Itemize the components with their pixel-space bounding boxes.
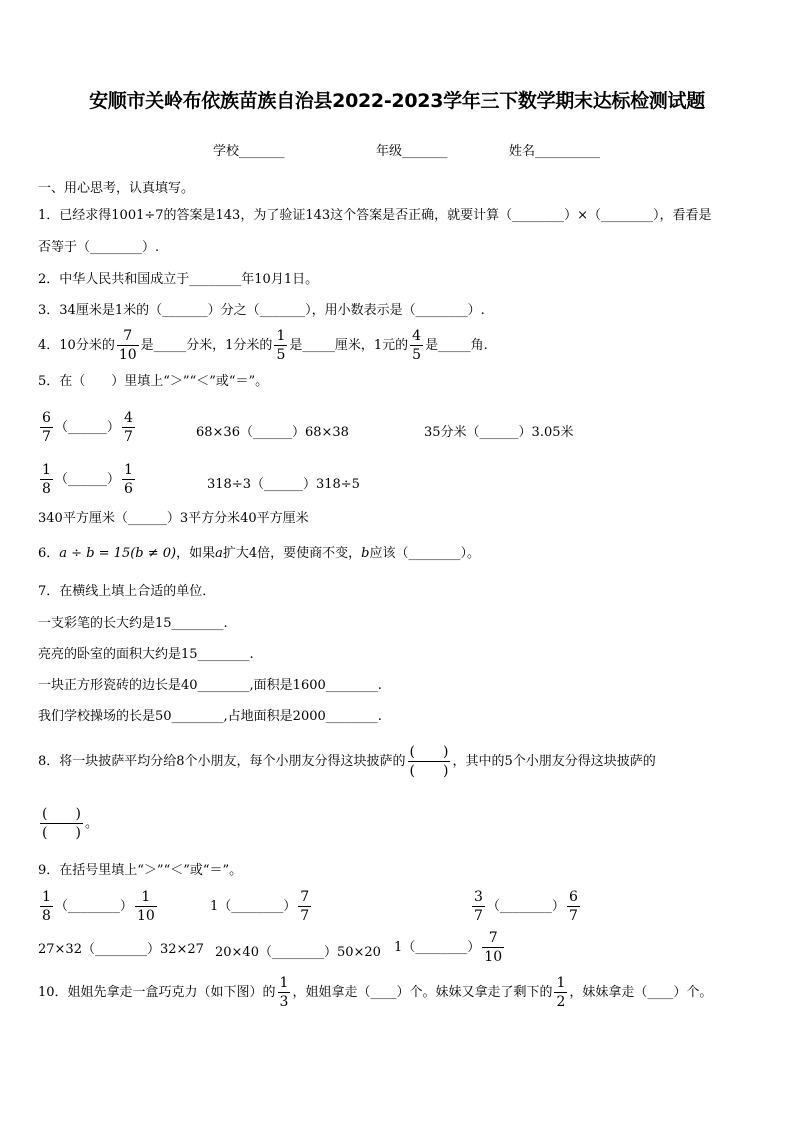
question-7-stem: 7．在横线上填上合适的单位． — [38, 584, 216, 599]
formula: a ÷ b = 15(b ≠ 0) — [59, 546, 177, 561]
blank-fraction: $\frac{( )}{( )}$ — [409, 744, 449, 779]
q9-item-f: 1（________） $\frac{7}{10}$ — [394, 930, 503, 965]
school-field: 学校_______ — [213, 144, 285, 159]
q5-item-b: 68×36（______）68×38 — [196, 425, 349, 440]
question-2: 2．中华人民共和国成立于________年10月1日。 — [38, 272, 319, 287]
question-10: 10．姐姐先拿走一盒巧克力（如下图）的 $\frac{1}{3}$ ，姐姐拿走（____）个。妹妹又拿走了剩下的 $\frac{1}{2}$ ，妹妹拿走（____）个。 — [38, 975, 713, 1010]
question-8-line-2: $\frac{( )}{( )}$ 。 — [42, 806, 98, 841]
q5-item-a: $\frac{6}{7}$ （______） $\frac{4}{7}$ — [42, 410, 133, 445]
fraction: $\frac{7}{10}$ — [118, 328, 137, 363]
fraction: $\frac{4}{5}$ — [412, 328, 422, 363]
q4-text-2: 是_____分米，1分米的 — [140, 338, 273, 353]
q9-item-d: 27×32（________）32×27 — [38, 942, 204, 957]
q5-item-e: 318÷3（______）318÷5 — [207, 477, 360, 492]
fraction: $\frac{1}{5}$ — [276, 328, 286, 363]
q4-text-3: 是_____厘米，1元的 — [289, 338, 409, 353]
question-8: 8．将一块披萨平均分给8个小朋友，每个小朋友分得这块披萨的 $\frac{( )}{( )}$ ，其中的5个小朋友分得这块披萨的 — [38, 744, 656, 779]
q5-item-c: 35分米（______）3.05米 — [424, 425, 574, 440]
q5-item-d: $\frac{1}{8}$ （______） $\frac{1}{6}$ — [42, 462, 133, 497]
q4-text-1: 4．10分米的 — [38, 338, 115, 353]
question-4 — [38, 328, 488, 364]
question-3: 3．34厘米是1米的（_______）分之（_______），用小数表示是（________）. — [38, 303, 485, 318]
section-heading: 一、用心思考，认真填写。 — [38, 181, 195, 196]
question-5-stem: 5．在（ ）里填上“＞”“＜”或“＝”。 — [38, 374, 269, 389]
question-1-line-2: 否等于（________）. — [38, 240, 160, 255]
blank-fraction: $\frac{( )}{( )}$ — [42, 806, 81, 841]
q4-text-4: 是_____角. — [425, 338, 488, 353]
q9-item-c: $\frac{3}{7}$ （________） $\frac{6}{7}$ — [474, 889, 578, 924]
q5-item-f: 340平方厘米（______）3平方分米40平方厘米 — [38, 511, 309, 526]
q7-line-4: 我们学校操场的长是50________,占地面积是2000________. — [38, 709, 382, 724]
q9-item-b: 1（________） $\frac{7}{7}$ — [210, 889, 310, 924]
question-1-line-1: 1．已经求得1001÷7的答案是143，为了验证143这个答案是否正确，就要计算（________）×（________），看看是 — [38, 208, 712, 223]
q9-item-a: $\frac{1}{8}$ （________） $\frac{1}{10}$ — [42, 889, 155, 924]
q7-line-1: 一支彩笔的长大约是15________. — [38, 616, 228, 631]
question-6: 6．a ÷ b = 15(b ≠ 0)，如果a扩大4倍，要使商不变，b应该（________）。 — [38, 546, 481, 561]
question-9-stem: 9．在括号里填上“＞”“＜”或“＝”。 — [38, 863, 243, 878]
q7-line-2: 亮亮的卧室的面积大约是15________. — [38, 647, 254, 662]
name-field: 姓名__________ — [509, 144, 601, 159]
grade-field: 年级_______ — [376, 144, 448, 159]
q7-line-3: 一块正方形瓷砖的边长是40________,面积是1600________. — [38, 678, 382, 693]
q9-item-e: 20×40（________）50×20 — [215, 945, 381, 960]
page-title: 安顺市关岭布依族苗族自治县2022-2023学年三下数学期末达标检测试题 — [89, 90, 705, 112]
